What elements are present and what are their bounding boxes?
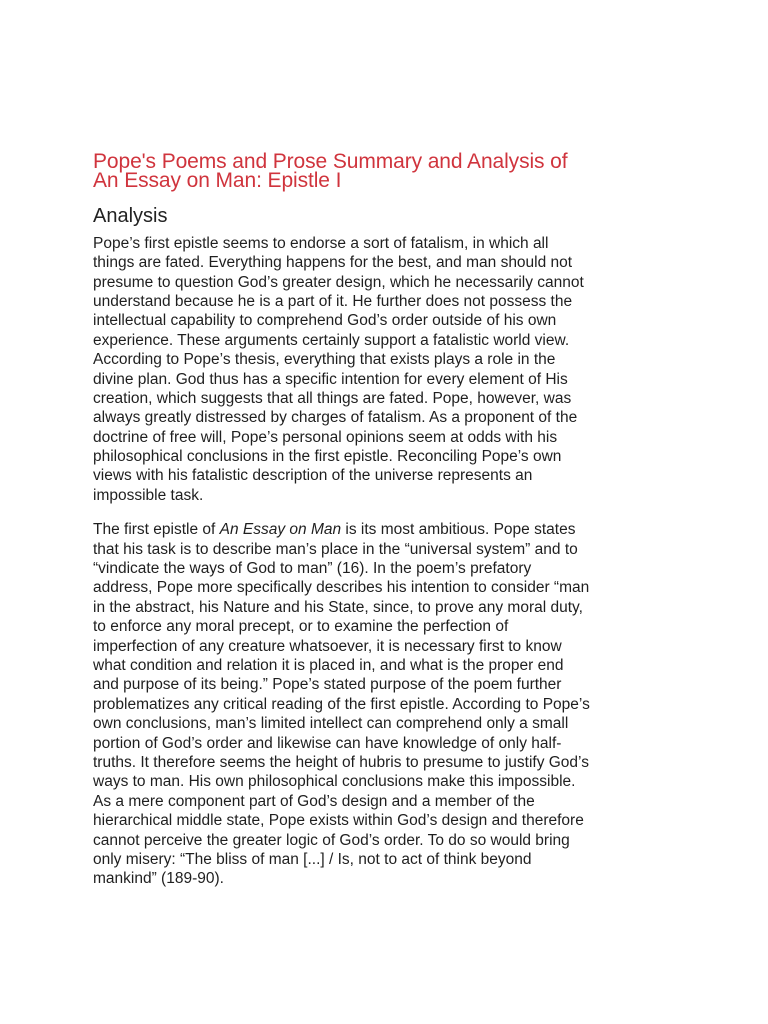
paragraph-line: imperfection of any creature whatsoever, it is necessary first to know: [93, 637, 562, 655]
paragraph-line: Pope’s first epistle seems to endorse a sort of fatalism, in which all: [93, 234, 549, 252]
paragraph-line: [93, 520, 683, 539]
paragraph-line: only misery: “The bliss of man [...] / Is, not to act of think beyond: [93, 850, 532, 868]
paragraph-line: always greatly distressed by charges of fatalism. As a proponent of the: [93, 409, 578, 427]
paragraph-line: own conclusions, man’s limited intellect can comprehend only a small: [93, 715, 569, 733]
paragraph-line: intellectual capability to comprehend God’s order outside of his own: [93, 312, 557, 330]
paragraph-line: cannot perceive the greater logic of God’s order. To do so would bring: [93, 831, 570, 849]
paragraph-line: creation, which suggests that all things are fated. Pope, however, was: [93, 389, 572, 407]
paragraph-line: mankind” (189-90).: [93, 870, 224, 888]
paragraph-line: that his task is to describe man’s place in the “universal system” and to: [93, 540, 578, 558]
paragraph-line: hierarchical middle state, Pope exists within God’s design and therefore: [93, 812, 584, 830]
section-heading: Analysis: [93, 204, 168, 227]
paragraph-line: According to Pope’s thesis, everything that exists plays a role in the: [93, 351, 556, 369]
title-line: Pope's Poems and Prose Summary and Analysis of: [93, 150, 568, 173]
paragraph-line: divine plan. God thus has a specific intention for every element of His: [93, 370, 568, 388]
paragraph-line: address, Pope more specifically describes his intention to consider “man: [93, 579, 590, 597]
paragraph-line: things are fated. Everything happens for the best, and man should not: [93, 254, 573, 272]
paragraph-line: problematizes any critical reading of the first epistle. According to Pope’s: [93, 695, 590, 713]
page-title: [93, 147, 683, 193]
title-line: An Essay on Man: Epistle I: [93, 169, 342, 193]
paragraph-line: philosophical conclusions in the first epistle. Reconciling Pope’s own: [93, 448, 562, 466]
analysis-paragraph-2: [93, 520, 683, 888]
paragraph-line: to enforce any moral precept, or to examine the perfection of: [93, 618, 509, 636]
document-content: [93, 147, 683, 889]
paragraph-line: views with his fatalistic description of the universe represents an: [93, 467, 533, 485]
paragraph-line: in the abstract, his Nature and his State, since, to prove any moral duty,: [93, 598, 583, 616]
paragraph-line: “vindicate the ways of God to man” (16). In the poem’s prefatory: [93, 560, 532, 578]
paragraph-line: doctrine of free will, Pope’s personal opinions seem at odds with his: [93, 428, 558, 446]
paragraph-line: and purpose of its being.” Pope’s stated purpose of the poem further: [93, 676, 562, 694]
paragraph-line: experience. These arguments certainly support a fatalistic world view.: [93, 331, 570, 349]
work-title: An Essay on Man: [219, 521, 342, 539]
paragraph-line: presume to question God’s greater design, which he necessarily cannot: [93, 273, 584, 291]
paragraph-line: impossible task.: [93, 486, 204, 504]
paragraph-line: what condition and relation it is placed in, and what is the proper end: [93, 656, 564, 674]
paragraph-line: understand because he is a part of it. He further does not possess the: [93, 292, 573, 310]
paragraph-line: ways to man. His own philosophical conclusions make this impossible.: [93, 773, 576, 791]
paragraph-line: portion of God’s order and likewise can have knowledge of only half-: [93, 734, 562, 752]
paragraph-text: is its most ambitious. Pope states: [341, 521, 576, 539]
paragraph-text: The first epistle of: [93, 521, 220, 539]
analysis-paragraph-1: [93, 234, 683, 505]
paragraph-line: As a mere component part of God’s design and a member of the: [93, 792, 535, 810]
paragraph-line: truths. It therefore seems the height of hubris to presume to justify God’s: [93, 753, 589, 771]
